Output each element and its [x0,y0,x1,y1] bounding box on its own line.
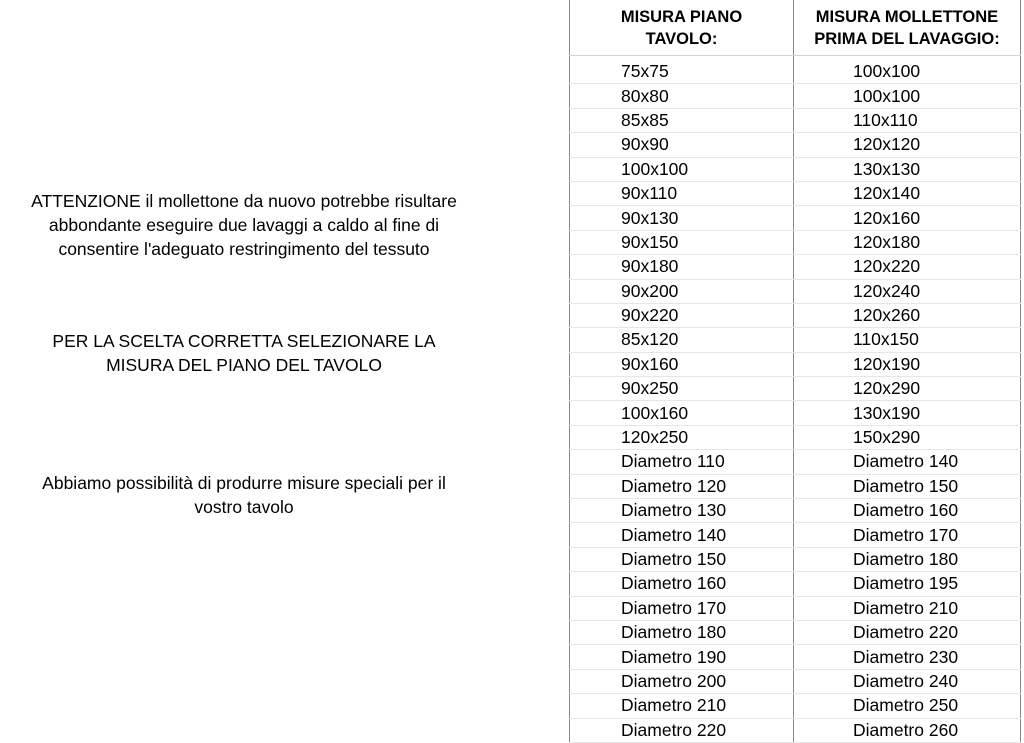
pad-size-cell: Diametro 170 [794,523,1021,547]
pad-size-cell: 100x100 [794,56,1021,84]
header-line: PRIMA DEL LAVAGGIO: [814,29,1000,48]
warning-line: abbondante eseguire due lavaggi a caldo al fine di [48,215,440,235]
header-table-size [570,0,794,56]
table-header-row [570,0,1021,56]
pad-size-cell: 150x290 [794,425,1021,449]
header-line: TAVOLO: [645,29,718,48]
pad-size-cell: 120x260 [794,303,1021,327]
table-row [570,328,1021,352]
pad-size-cell: Diametro 195 [794,572,1021,596]
table-size-cell: 85x120 [570,328,794,352]
table-row [570,279,1021,303]
pad-size-cell: Diametro 140 [794,450,1021,474]
pad-size-cell: Diametro 150 [794,474,1021,498]
table-size-cell: Diametro 150 [570,547,794,571]
table-row [570,255,1021,279]
table-size-cell: Diametro 220 [570,718,794,742]
selection-line: MISURA DEL PIANO DEL TAVOLO [106,355,382,375]
table-row [570,523,1021,547]
table-size-cell: 100x100 [570,157,794,181]
table-row [570,108,1021,132]
table-size-cell: 90x160 [570,352,794,376]
table-row [570,718,1021,742]
table-size-cell: Diametro 210 [570,694,794,718]
table-row [570,157,1021,181]
table-size-cell: 75x75 [570,56,794,84]
pad-size-cell: 120x240 [794,279,1021,303]
table-row [570,645,1021,669]
table-size-cell: 80x80 [570,84,794,108]
table-row [570,230,1021,254]
notes-panel [0,0,488,742]
special-line: vostro tavolo [194,497,294,517]
table-size-cell: 90x90 [570,133,794,157]
header-pad-size [794,0,1021,56]
table-size-cell: 120x250 [570,425,794,449]
warning-line: ATTENZIONE il mollettone da nuovo potrebbe risultare [31,191,457,211]
header-line: MISURA PIANO [620,7,743,26]
pad-size-cell: 120x140 [794,181,1021,205]
table-size-cell: Diametro 110 [570,450,794,474]
pad-size-cell: Diametro 210 [794,596,1021,620]
table-row [570,377,1021,401]
pad-size-cell: Diametro 260 [794,718,1021,742]
table-size-cell: 90x250 [570,377,794,401]
table-size-cell: 90x200 [570,279,794,303]
table-row [570,206,1021,230]
table-row [570,133,1021,157]
table-size-cell: 90x180 [570,255,794,279]
table-row [570,620,1021,644]
pad-size-cell: 120x220 [794,255,1021,279]
pad-size-cell: 120x290 [794,377,1021,401]
table-row [570,401,1021,425]
table-size-cell: Diametro 180 [570,620,794,644]
table-size-cell: 90x150 [570,230,794,254]
table-size-cell: 90x110 [570,181,794,205]
table-row [570,425,1021,449]
pad-size-cell: 130x130 [794,157,1021,181]
pad-size-cell: 120x180 [794,230,1021,254]
table-row [570,84,1021,108]
table-row [570,694,1021,718]
pad-size-cell: Diametro 160 [794,499,1021,523]
table-body [570,56,1021,743]
pad-size-cell: Diametro 230 [794,645,1021,669]
pad-size-cell: Diametro 220 [794,620,1021,644]
special-line: Abbiamo possibilità di produrre misure speciali per il [42,473,446,493]
table-row [570,303,1021,327]
pad-size-cell: Diametro 250 [794,694,1021,718]
table-row [570,474,1021,498]
pad-size-cell: 110x150 [794,328,1021,352]
pad-size-cell: 100x100 [794,84,1021,108]
special-sizes-note [0,471,488,519]
size-table [569,0,1021,743]
table-row [570,450,1021,474]
pad-size-cell: 130x190 [794,401,1021,425]
table-row [570,56,1021,84]
selection-note [0,329,488,377]
table-size-cell: 90x220 [570,303,794,327]
table-row [570,669,1021,693]
table-row [570,352,1021,376]
warning-line: consentire l'adeguato restringimento del tessuto [58,239,430,259]
table-row [570,181,1021,205]
table-row [570,547,1021,571]
table-size-cell: Diametro 200 [570,669,794,693]
table-size-cell: Diametro 140 [570,523,794,547]
table-size-cell: Diametro 120 [570,474,794,498]
table-size-cell: Diametro 170 [570,596,794,620]
warning-note [0,189,488,261]
pad-size-cell: 120x190 [794,352,1021,376]
table-size-cell: 100x160 [570,401,794,425]
header-line: MISURA MOLLETTONE [815,7,999,26]
table-size-cell: Diametro 160 [570,572,794,596]
table-row [570,596,1021,620]
pad-size-cell: Diametro 180 [794,547,1021,571]
table-size-cell: Diametro 130 [570,499,794,523]
table-size-cell: 90x130 [570,206,794,230]
table-size-cell: Diametro 190 [570,645,794,669]
table-row [570,499,1021,523]
selection-line: PER LA SCELTA CORRETTA SELEZIONARE LA [52,331,436,351]
pad-size-cell: 110x110 [794,108,1021,132]
table-size-cell: 85x85 [570,108,794,132]
pad-size-cell: Diametro 240 [794,669,1021,693]
pad-size-cell: 120x120 [794,133,1021,157]
pad-size-cell: 120x160 [794,206,1021,230]
table-row [570,572,1021,596]
